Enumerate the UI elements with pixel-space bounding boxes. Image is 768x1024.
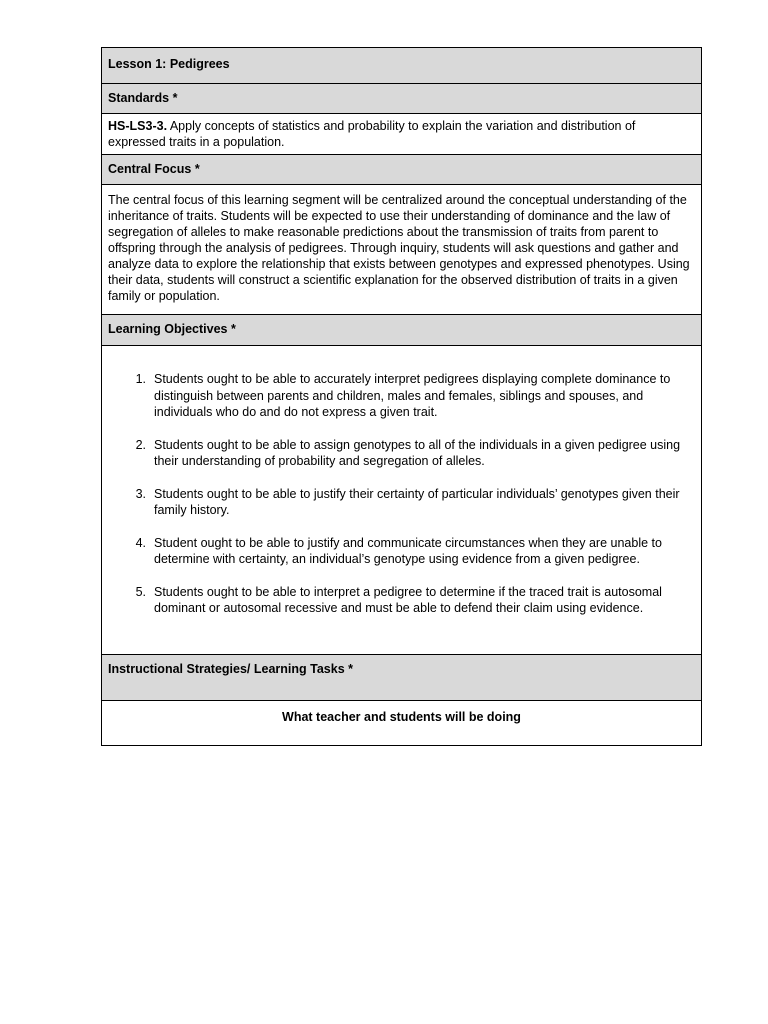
objective-text: Students ought to be able to interpret a pedigree to determine if the traced trait is autosomal dominant or autosomal recessive and must be able to defend their claim using evidence. [154,584,662,615]
lesson-title: Lesson 1: Pedigrees [108,57,230,71]
standard-text: Apply concepts of statistics and probability to explain the variation and distribution of expressed traits in a population. [108,119,636,149]
list-item [108,486,695,519]
learning-objectives-body-row [102,345,701,654]
standard-code: HS-LS3-3. [108,119,168,133]
learning-objectives-heading: Learning Objectives * [108,322,236,336]
objective-number: 5. [135,584,146,599]
instructional-subheading: What teacher and students will be doing [282,710,521,724]
central-focus-header-row [102,154,701,184]
learning-objectives-header-row [102,314,701,345]
objective-number: 4. [135,535,146,550]
central-focus-heading: Central Focus * [108,162,200,176]
objectives-list [108,371,695,617]
objective-number: 3. [135,486,146,501]
instructional-strategies-header-row [102,654,701,700]
objective-number: 2. [135,437,146,452]
instructional-strategies-heading: Instructional Strategies/ Learning Tasks * [108,662,353,676]
lesson-title-row [102,48,701,83]
list-item [108,437,695,470]
list-item [108,584,695,617]
list-item [108,371,695,421]
list-item [108,535,695,568]
central-focus-body-row [102,184,701,314]
instructional-subheading-row [102,700,701,745]
objective-text: Students ought to be able to assign genotypes to all of the individuals in a given pedigree using their understanding of probability and segregation of alleles. [154,437,681,468]
standards-header-row [102,83,701,113]
central-focus-text: The central focus of this learning segment will be centralized around the conceptual understanding of the inheritance of traits. Students will be expected to use their understanding of dominance and the law of segregation of alleles to make reasonable predictions about the transmission of traits from parent to offspring through the analysis of pedigrees. Through inquiry, students will ask questions and gather and analyze data to explore the relationship that exists between genotypes and expressed phenotypes. Using their data, students will construct a scientific explanation for the observed distribution of traits in a given family or population. [108,193,690,303]
objective-text: Students ought to be able to accurately interpret pedigrees displaying complete dominance to distinguish between parents and children, males and females, siblings and spouses, and individuals who do and do not express a given trait. [154,372,671,419]
objective-number: 1. [135,372,146,386]
standards-body-row [102,113,701,154]
standards-heading: Standards * [108,91,178,105]
lesson-plan-table [101,47,702,746]
objective-text: Student ought to be able to justify and communicate circumstances when they are unable to determine with certainty, an individual’s genotype using evidence from a given pedigree. [154,535,662,566]
objective-text: Students ought to be able to justify their certainty of particular individuals’ genotypes given their family history. [154,486,680,517]
